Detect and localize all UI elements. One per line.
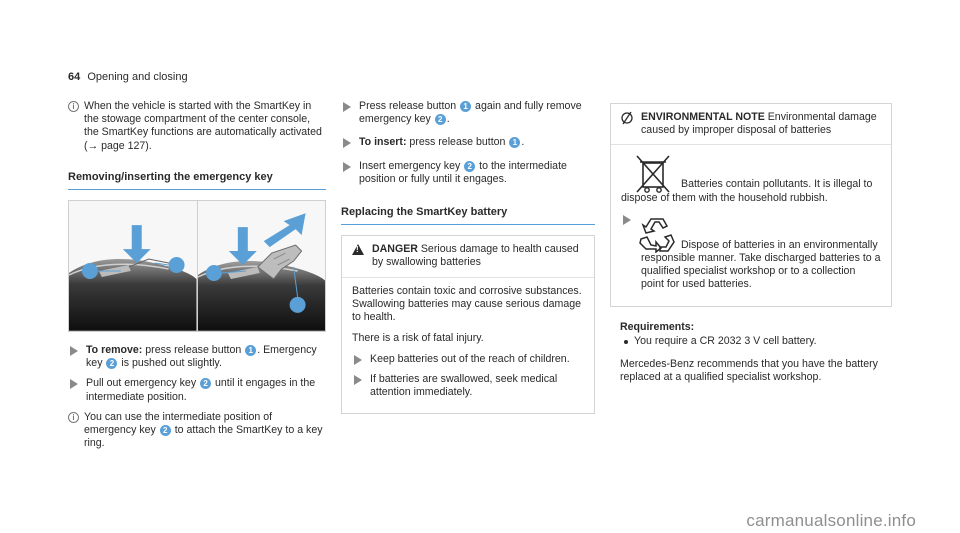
step-text: until it engages in the intermediate position.	[86, 377, 316, 403]
danger-box-header	[342, 236, 594, 277]
step-text: Press release button	[359, 100, 460, 112]
requirements-title: Requirements:	[620, 320, 695, 333]
environment-step-dispose	[621, 213, 881, 292]
info-note-text: to attach the SmartKey to a key ring.	[84, 424, 323, 450]
step-text: Dispose of batteries in an environmentally responsible manner. Take discharged batteries to a qualified specialist workshop or to a collection point for used batteries.	[641, 238, 881, 291]
recycle-icon	[637, 215, 677, 253]
step-arrow-icon	[354, 355, 362, 365]
info-icon: i	[68, 101, 79, 112]
environment-icon	[620, 111, 634, 125]
callout-2-badge: 2	[200, 378, 211, 389]
environment-box-header	[611, 104, 891, 145]
environment-label: ENVIRONMENTAL NOTE	[641, 111, 765, 123]
step-arrow-icon	[70, 346, 78, 356]
danger-heading: Serious damage to health caused by swallowing batteries	[372, 243, 579, 269]
column-3	[610, 103, 892, 384]
step-text: Insert emergency key	[359, 159, 464, 172]
environment-bin-row	[621, 152, 881, 204]
step-text: .	[521, 136, 525, 149]
step-insert-key	[341, 160, 595, 186]
smartkey-illustration-right	[198, 201, 326, 331]
step-text: If batteries are swallowed, seek medical attention immediately.	[370, 372, 558, 398]
step-lead: To remove:	[86, 344, 143, 357]
info-note-text: You can use the intermediate position of emergency key	[84, 410, 273, 437]
info-icon: i	[68, 412, 79, 423]
crossed-bin-icon	[635, 154, 671, 194]
environment-heading: Environmental damage caused by improper disposal of batteries	[641, 111, 877, 137]
step-arrow-icon	[343, 102, 351, 112]
info-note-key-ring	[68, 411, 326, 451]
step-text: to the intermediate position or fully until it engages.	[359, 159, 567, 185]
step-arrow-icon	[354, 375, 362, 385]
step-text: is pushed out slightly.	[118, 357, 222, 370]
step-arrow-icon	[623, 215, 631, 225]
recommendation-text: Mercedes-Benz recommends that you have the battery replaced at a qualified specialist workshop.	[620, 358, 878, 384]
callout-2-badge: 2	[160, 425, 171, 436]
step-lead: To insert:	[359, 136, 407, 149]
environment-text: Batteries contain pollutants. It is illegal to dispose of them with the household rubbish.	[621, 178, 873, 204]
smartkey-illustration-left	[69, 201, 197, 331]
figure-panel-left	[69, 201, 198, 331]
step-text: .	[446, 113, 450, 126]
danger-risk: There is a risk of fatal injury.	[352, 332, 484, 345]
column-1	[68, 100, 326, 460]
danger-text: Batteries contain toxic and corrosive substances. Swallowing batteries may cause serious damage to health.	[352, 284, 582, 324]
info-note-text: When the vehicle is started with the SmartKey in the stowage compartment of the center console, the SmartKey functions are automatically activated (→ page 127).	[84, 100, 322, 152]
step-arrow-icon	[343, 138, 351, 148]
step-remove	[68, 344, 326, 370]
step-text: press release button	[142, 344, 245, 357]
danger-label: DANGER	[372, 243, 418, 256]
callout-1-badge: 1	[509, 137, 520, 148]
step-remove-fully	[341, 100, 595, 126]
page-number: 64	[68, 71, 81, 83]
step-arrow-icon	[343, 162, 351, 172]
callout-2-badge: 2	[435, 114, 446, 125]
environment-box-body	[611, 145, 891, 305]
danger-box	[341, 235, 595, 414]
step-text: again and fully remove emergency key	[359, 100, 582, 126]
section-name: Opening and closing	[87, 71, 188, 83]
warning-triangle-icon	[352, 244, 364, 255]
danger-step-keep-away	[352, 353, 584, 366]
danger-step-medical	[352, 373, 584, 399]
step-arrow-icon	[70, 379, 78, 389]
callout-2-badge: 2	[106, 358, 117, 369]
callout-2-badge: 2	[464, 161, 475, 172]
emergency-key-figure	[68, 200, 326, 332]
page-header	[68, 71, 188, 84]
step-pull-out	[68, 377, 326, 403]
step-text: . Emergency key	[86, 344, 317, 370]
section-title-battery: Replacing the SmartKey battery	[341, 206, 595, 225]
step-text: press release button	[406, 136, 509, 149]
environment-box	[610, 103, 892, 307]
watermark: carmanualsonline.info	[746, 510, 916, 530]
step-insert	[341, 136, 595, 149]
column-2	[341, 100, 595, 414]
step-text: Keep batteries out of the reach of children.	[370, 353, 570, 366]
section-title-emergency-key: Removing/inserting the emergency key	[68, 171, 326, 190]
figure-panel-right	[198, 201, 326, 331]
callout-1-badge: 1	[245, 345, 256, 356]
requirement-item: You require a CR 2032 3 V cell battery.	[620, 335, 892, 348]
callout-1-badge: 1	[460, 101, 471, 112]
step-text: Pull out emergency key	[86, 377, 200, 390]
danger-box-body	[342, 278, 594, 413]
info-note	[68, 100, 326, 153]
